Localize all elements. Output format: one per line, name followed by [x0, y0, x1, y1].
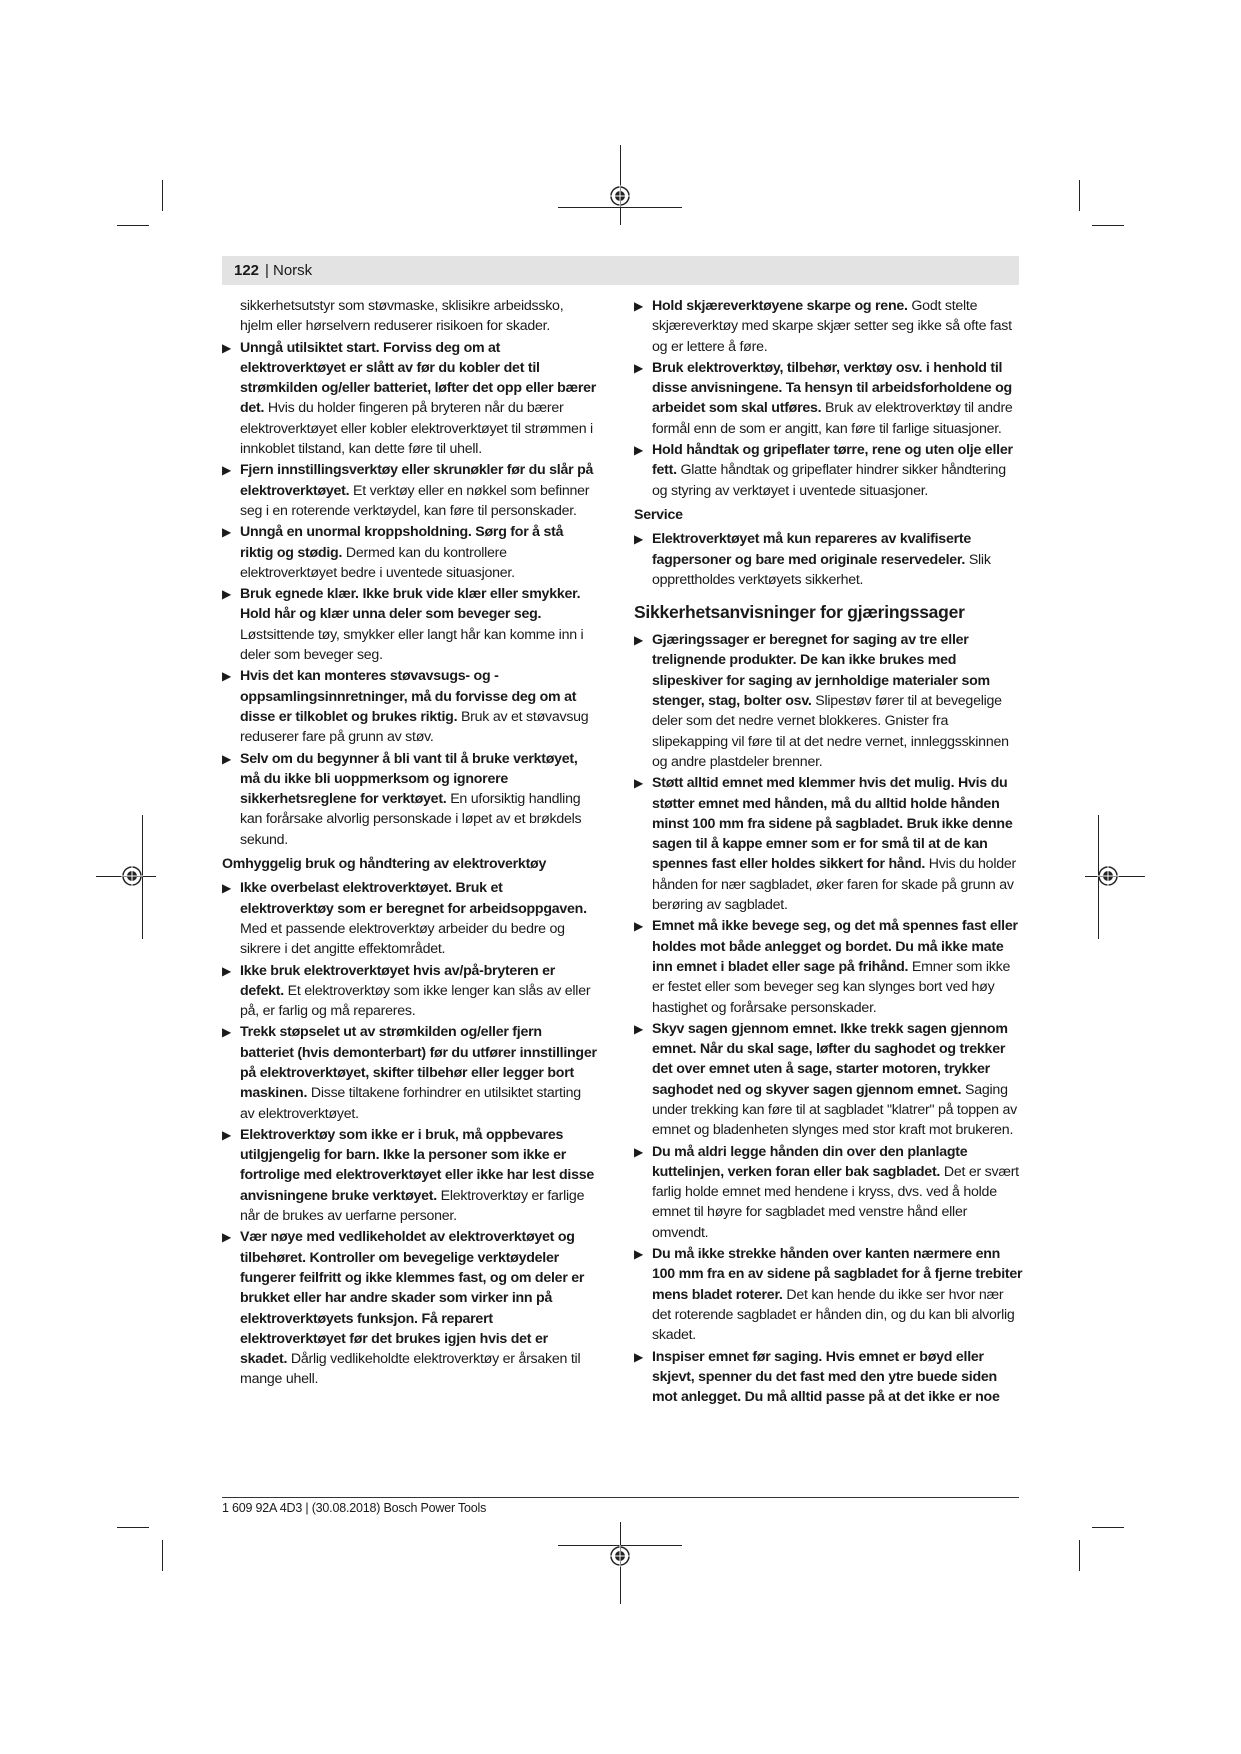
- bullet-arrow-icon: ▶: [634, 1144, 643, 1159]
- list-item-text: Saging under trekking kan føre til at sagbladet "klatrer" på toppen av emnet og bladenheten slynges med stor kraft mot brukeren.: [652, 1081, 1017, 1139]
- footer-rule: [222, 1497, 1019, 1498]
- bullet-arrow-icon: ▶: [222, 1025, 231, 1040]
- list-item-bold: Ikke bruk elektroverktøyet hvis av/på-bryteren er defekt.: [240, 962, 556, 999]
- safety-list: [634, 630, 1024, 1407]
- bullet-arrow-icon: ▶: [222, 751, 231, 766]
- list-item: [634, 358, 1024, 439]
- bullet-arrow-icon: ▶: [222, 1127, 231, 1142]
- list-item: [222, 584, 597, 665]
- list-item-bold: Vær nøye med vedlikeholdet av elektroverktøyet og tilbehøret. Kontroller om bevegelige verktøydeler fungerer feilfritt og ikke klemmes fast, og om deler er brukket eller har andre skader som virker inn på elektroverktøyets funksjon. Få reparert elektroverktøyet før det brukes igjen hvis det er skadet.: [240, 1229, 585, 1368]
- safety-list: [222, 338, 597, 850]
- bullet-arrow-icon: ▶: [634, 919, 643, 934]
- list-item-text: Elektroverktøy er farlige når de brukes av uerfarne personer.: [240, 1187, 585, 1225]
- list-item: [634, 1142, 1024, 1243]
- header-language: Norsk: [273, 262, 313, 279]
- section-heading-miter-saw: Sikkerhetsanvisninger for gjæringssager: [634, 602, 965, 623]
- list-item: [222, 1227, 597, 1389]
- list-item-text: Et verktøy eller en nøkkel som befinner seg i en roterende verktøydel, kan føre til personskader.: [240, 482, 590, 519]
- crop-mark: [162, 1540, 163, 1571]
- list-item-bold: Inspiser emnet før saging. Hvis emnet er bøyd eller skjevt, spenner du det fast med den ytre buede siden mot anlegget. Du må alltid passe på at det ikke er noe: [652, 1348, 1000, 1406]
- right-column: [634, 296, 1024, 1408]
- list-item-bold: Støtt alltid emnet med klemmer hvis det mulig. Hvis du støtter emnet med hånden, må du alltid holde hånden minst 100 mm fra sidene på sagbladet. Bruk ikke denne sagen til å kappe emner som er for små til at de kan spennes fast eller holdes sikkert for hånd.: [652, 775, 1013, 873]
- bullet-arrow-icon: ▶: [222, 669, 231, 684]
- list-item: [222, 666, 597, 747]
- list-item: [634, 296, 1024, 357]
- list-item-bold: Selv om du begynner å bli vant til å bruke verktøyet, må du ikke bli uoppmerksom og ignorere sikkerhetsreglene for verktøyet.: [240, 750, 578, 808]
- crop-mark: [1092, 1527, 1124, 1528]
- bullet-arrow-icon: ▶: [222, 463, 231, 478]
- bullet-arrow-icon: ▶: [634, 633, 643, 648]
- list-item: [222, 522, 597, 583]
- safety-list: [634, 296, 1024, 501]
- registration-mark-icon: [609, 185, 631, 207]
- registration-mark-icon: [1097, 865, 1119, 887]
- footer-text: 1 609 92A 4D3 | (30.08.2018) Bosch Power Tools: [222, 1501, 487, 1515]
- list-item-bold: Skyv sagen gjennom emnet. Ikke trekk sagen gjennom emnet. Når du skal sage, løfter du saghodet og trekker det over emnet uten å sage, starter motoren, trykker saghodet ned og skyver sagen gjennom emnet.: [652, 1020, 1008, 1098]
- list-item-bold: Fjern innstillingsverktøy eller skrunøkler før du slår på elektroverktøyet.: [240, 462, 594, 499]
- list-item-text: Slipestøv fører til at bevegelige deler som det nedre vernet blokkeres. Gnister fra slipekapping vil føre til at det nedre vernet, innleggsskinnen og andre plastdeler brenner.: [652, 693, 1009, 770]
- crop-mark: [558, 207, 682, 208]
- list-item-bold: Ikke overbelast elektroverktøyet. Bruk et elektroverktøy som er beregnet for arbeidsoppgaven.: [240, 880, 587, 917]
- subheading-service: Service: [634, 506, 683, 523]
- list-item-text: Dermed kan du kontrollere elektroverktøyet bedre i uventede situasjoner.: [240, 544, 515, 581]
- list-item-text: Glatte håndtak og gripeflater hindrer sikker håndtering og styring av verktøyet i uventede situasjoner.: [652, 462, 1006, 499]
- bullet-arrow-icon: ▶: [222, 525, 231, 540]
- bullet-arrow-icon: ▶: [634, 776, 643, 791]
- bullet-arrow-icon: ▶: [634, 1349, 643, 1364]
- list-item: [634, 1347, 1024, 1408]
- page-number: 122: [234, 262, 260, 279]
- list-item: [222, 1022, 597, 1123]
- list-item: [634, 1244, 1024, 1345]
- bullet-arrow-icon: ▶: [634, 532, 643, 547]
- safety-list: [222, 878, 597, 1389]
- bullet-arrow-icon: ▶: [222, 587, 231, 602]
- list-item-text: En uforsiktig handling kan forårsake alvorlig personskade i løpet av et brøkdels sekund.: [240, 791, 582, 848]
- list-item-text: Bruk av elektroverktøy til andre formål enn de som er angitt, kan føre til farlige situasjoner.: [652, 400, 1013, 437]
- page-header: [222, 256, 1019, 285]
- crop-mark: [1079, 1540, 1080, 1571]
- crop-mark: [1092, 225, 1124, 226]
- crop-mark: [1079, 180, 1080, 211]
- list-item-text: Bruk av et støvavsug reduserer fare på grunn av støv.: [240, 708, 589, 746]
- bullet-arrow-icon: ▶: [222, 963, 231, 978]
- list-item: [634, 916, 1024, 1017]
- list-item: [222, 338, 597, 460]
- list-item: [634, 529, 1024, 590]
- list-item-text: Det kan hende du ikke ser hvor nær det roterende sagbladet er hånden din, og du kan bli alvorlig skadet.: [652, 1286, 1015, 1344]
- bullet-arrow-icon: ▶: [222, 1230, 231, 1245]
- bullet-arrow-icon: ▶: [222, 340, 231, 355]
- crop-mark: [117, 225, 149, 226]
- registration-mark-icon: [121, 865, 143, 887]
- list-item-bold: Unngå en unormal kroppsholdning. Sørg for å stå riktig og stødig.: [240, 524, 564, 561]
- list-item: [634, 630, 1024, 772]
- list-item-bold: Elektroverktøy som ikke er i bruk, må oppbevares utilgjengelig for barn. Ikke la personer som ikke er fortrolige med elektroverktøyet eller ikke har lest disse anvisningene bruke verktøyet.: [240, 1126, 594, 1204]
- safety-list: [634, 529, 1024, 590]
- list-item-bold: Hold skjæreverktøyene skarpe og rene.: [652, 298, 908, 314]
- list-item-bold: Hvis det kan monteres støvavsugs- og -oppsamlingsinnretninger, må du forvisse deg om at disse er tilkoblet og brukes riktig.: [240, 668, 577, 725]
- list-item-text: Med et passende elektroverktøy arbeider du bedre og sikrere i det angitte effektområdet.: [240, 920, 565, 958]
- list-item-text: Disse tiltakene forhindrer en utilsiktet starting av elektroverktøyet.: [240, 1085, 581, 1122]
- list-item-bold: Emnet må ikke bevege seg, og det må spennes fast eller holdes mot både anlegget og bordet. Du må ikke mate inn emnet i bladet eller sage på frihånd.: [652, 918, 1018, 975]
- bullet-arrow-icon: ▶: [634, 443, 643, 458]
- list-item-bold: Hold håndtak og gripeflater tørre, rene og uten olje eller fett.: [652, 442, 1013, 479]
- list-item-bold: Bruk elektroverktøy, tilbehør, verktøy osv. i henhold til disse anvisningene. Ta hensyn til arbeidsforholdene og arbeidet som skal utføres.: [652, 359, 1012, 417]
- crop-mark: [162, 180, 163, 211]
- list-item-text: Dårlig vedlikeholdte elektroverktøy er årsaken til mange uhell.: [240, 1351, 581, 1388]
- list-item-text: Hvis du holder hånden for nær sagbladet, øker faren for skade på grunn av berøring av sagbladet.: [652, 856, 1016, 914]
- list-item-text: Godt stelte skjæreverktøy med skarpe skjær setter seg ikke så ofte fast og er lettere å føre.: [652, 298, 1012, 355]
- list-item: [222, 460, 597, 521]
- list-item: [634, 440, 1024, 501]
- intro-paragraph: sikkerhetsutstyr som støvmaske, sklisikre arbeidssko, hjelm eller hørselvern reduserer risikoen for skader.: [240, 298, 564, 335]
- header-separator: |: [265, 262, 269, 279]
- registration-mark-icon: [609, 1545, 631, 1567]
- list-item-bold: Gjæringssager er beregnet for saging av tre eller trelignende produkter. De kan ikke brukes med slipeskiver for saging av jernholdige materialer som stenger, stag, bolter osv.: [652, 632, 990, 710]
- list-item: [222, 1125, 597, 1226]
- list-item: [222, 961, 597, 1022]
- list-item-text: Emner som ikke er festet eller som beveger seg kan slynges bort ved høy hastighet og forårsake personskader.: [652, 958, 1011, 1016]
- list-item-bold: Unngå utilsiktet start. Forviss deg om at elektroverktøyet er slått av før du kobler det til strømkilden og/eller batteriet, løfter det opp eller bærer det.: [240, 339, 597, 417]
- list-item-bold: Elektroverktøyet må kun repareres av kvalifiserte fagpersoner og bare med originale reservedeler.: [652, 531, 971, 568]
- list-item-text: Det er svært farlig holde emnet med hendene i kryss, dvs. ved å holde emnet til høyre for sagbladet med venstre hånd eller omvendt.: [652, 1163, 1019, 1241]
- bullet-arrow-icon: ▶: [634, 1247, 643, 1262]
- list-item-text: Slik opprettholdes verktøyets sikkerhet.: [652, 551, 991, 588]
- list-item-bold: Trekk støpselet ut av strømkilden og/eller fjern batteriet (hvis demonterbart) før du utfører innstillinger på elektroverktøyet, skifter tilbehør eller legger bort maskinen.: [240, 1024, 597, 1102]
- list-item: [222, 749, 597, 850]
- bullet-arrow-icon: ▶: [634, 1021, 643, 1036]
- bullet-arrow-icon: ▶: [634, 299, 643, 313]
- list-item-text: Hvis du holder fingeren på bryteren når du bærer elektroverktøyet eller kobler elektroverktøyet til strømmen i innkoblet tilstand, kan dette føre til uhell.: [240, 400, 593, 458]
- bullet-arrow-icon: ▶: [634, 360, 643, 375]
- list-item-bold: Du må ikke strekke hånden over kanten nærmere enn 100 mm fra en av sidene på sagbladet for å fjerne trebiter mens bladet roterer.: [652, 1246, 1023, 1303]
- bullet-arrow-icon: ▶: [222, 881, 231, 896]
- list-item-bold: Bruk egnede klær. Ikke bruk vide klær eller smykker. Hold hår og klær unna deler som beveger seg.: [240, 586, 581, 623]
- crop-mark: [117, 1527, 149, 1528]
- list-item-bold: Du må aldri legge hånden din over den planlagte kuttelinjen, verken foran eller bak sagbladet.: [652, 1143, 968, 1180]
- left-column: [222, 296, 597, 1391]
- list-item: [634, 773, 1024, 915]
- list-item-text: Et elektroverktøy som ikke lenger kan slås av eller på, er farlig og må repareres.: [240, 982, 591, 1020]
- list-item: [634, 1019, 1024, 1141]
- list-item: [222, 878, 597, 959]
- list-item-text: Løstsittende tøy, smykker eller langt hår kan komme inn i deler som beveger seg.: [240, 626, 584, 664]
- subheading-careful-use: Omhyggelig bruk og håndtering av elektroverktøy: [222, 856, 547, 873]
